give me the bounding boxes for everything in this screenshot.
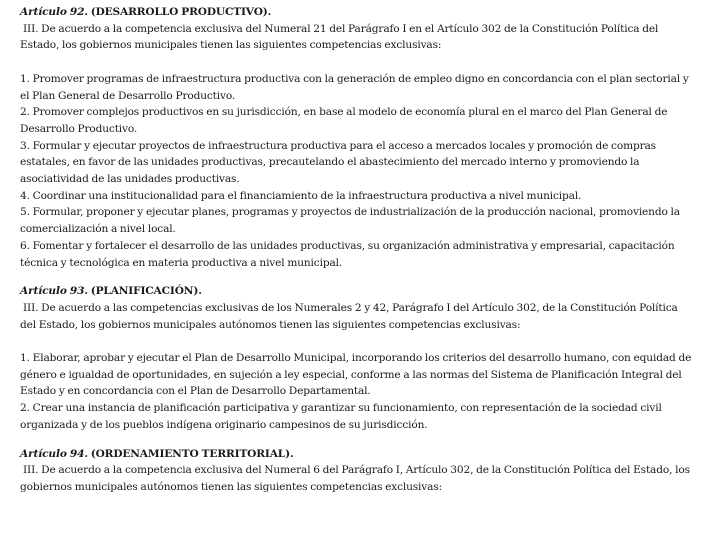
article-heading <box>20 283 692 300</box>
list-item: 5. Formular, proponer y ejecutar planes, programas y proyectos de industrialización de la producción nacional, promoviendo la comercialización a nivel local. <box>20 206 680 236</box>
article-heading <box>20 4 692 21</box>
article-heading <box>20 446 692 463</box>
article-title: (PLANIFICACIÓN). <box>90 285 202 298</box>
list-item: 4. Coordinar una institucionalidad para el financiamiento de la infraestructura productiva a nivel municipal. <box>20 189 582 202</box>
article-title: (DESARROLLO PRODUCTIVO). <box>90 6 272 18</box>
competency-list <box>20 350 692 434</box>
article-number: Artículo 94. <box>20 447 88 460</box>
article-title: (ORDENAMIENTO TERRITORIAL). <box>90 447 294 460</box>
article-94 <box>20 446 692 496</box>
article-93 <box>20 283 692 433</box>
article-number: Artículo 93. <box>20 285 88 298</box>
article-number: Artículo 92. <box>20 6 88 18</box>
competency-list <box>20 71 692 271</box>
list-item: 3. Formular y ejecutar proyectos de infraestructura productiva para el acceso a mercados locales y promoción de compras estatales, en favor de las unidades productivas, precautelando el abastecimiento del mercado interno y promoviendo la asociatividad de las unidades productivas. <box>20 139 656 186</box>
list-item: 1. Promover programas de infraestructura productiva con la generación de empleo digno en concordancia con el plan sectorial y el Plan General de Desarrollo Productivo. <box>20 72 689 102</box>
list-item: 1. Elaborar, aprobar y ejecutar el Plan de Desarrollo Municipal, incorporando los criterios del desarrollo humano, con equidad de género e igualdad de oportunidades, en sujeción a ley especial, conforme a las normas del Sistema de Planificación Integral del Estado y en concordancia con el Plan de Desarrollo Departamental. <box>20 352 692 398</box>
article-intro-text: III. De acuerdo a la competencia exclusiva del Numeral 6 del Parágrafo I, Artículo 302, de la Constitución Política del Estado, los gobiernos municipales autónomos tienen las siguientes competencias exclusivas: <box>20 464 690 493</box>
article-intro <box>20 462 692 495</box>
list-item: 6. Fomentar y fortalecer el desarrollo de las unidades productivas, su organización administrativa y empresarial, capacitación técnica y tecnológica en materia productiva a nivel municipal. <box>20 239 675 269</box>
article-intro <box>20 300 692 333</box>
document-page <box>20 4 692 512</box>
article-92 <box>20 4 692 271</box>
article-intro <box>20 21 692 54</box>
article-intro-text: III. De acuerdo a la competencia exclusiva del Numeral 21 del Parágrafo I en el Artículo 302 de la Constitución Política del Estado, los gobiernos municipales tienen las siguientes competencias exclusivas: <box>20 22 659 52</box>
list-item: 2. Crear una instancia de planificación participativa y garantizar su funcionamiento, con representación de la sociedad civil organizada y de los pueblos indígena originario campesinos de su jurisdicción. <box>20 402 662 431</box>
article-intro-text: III. De acuerdo a las competencias exclusivas de los Numerales 2 y 42, Parágrafo I del Artículo 302, de la Constitución Política del Estado, los gobiernos municipales autónomos tienen las siguientes competencias exclusivas: <box>20 301 678 331</box>
list-item: 2. Promover complejos productivos en su jurisdicción, en base al modelo de economía plural en el marco del Plan General de Desarrollo Productivo. <box>20 106 668 135</box>
